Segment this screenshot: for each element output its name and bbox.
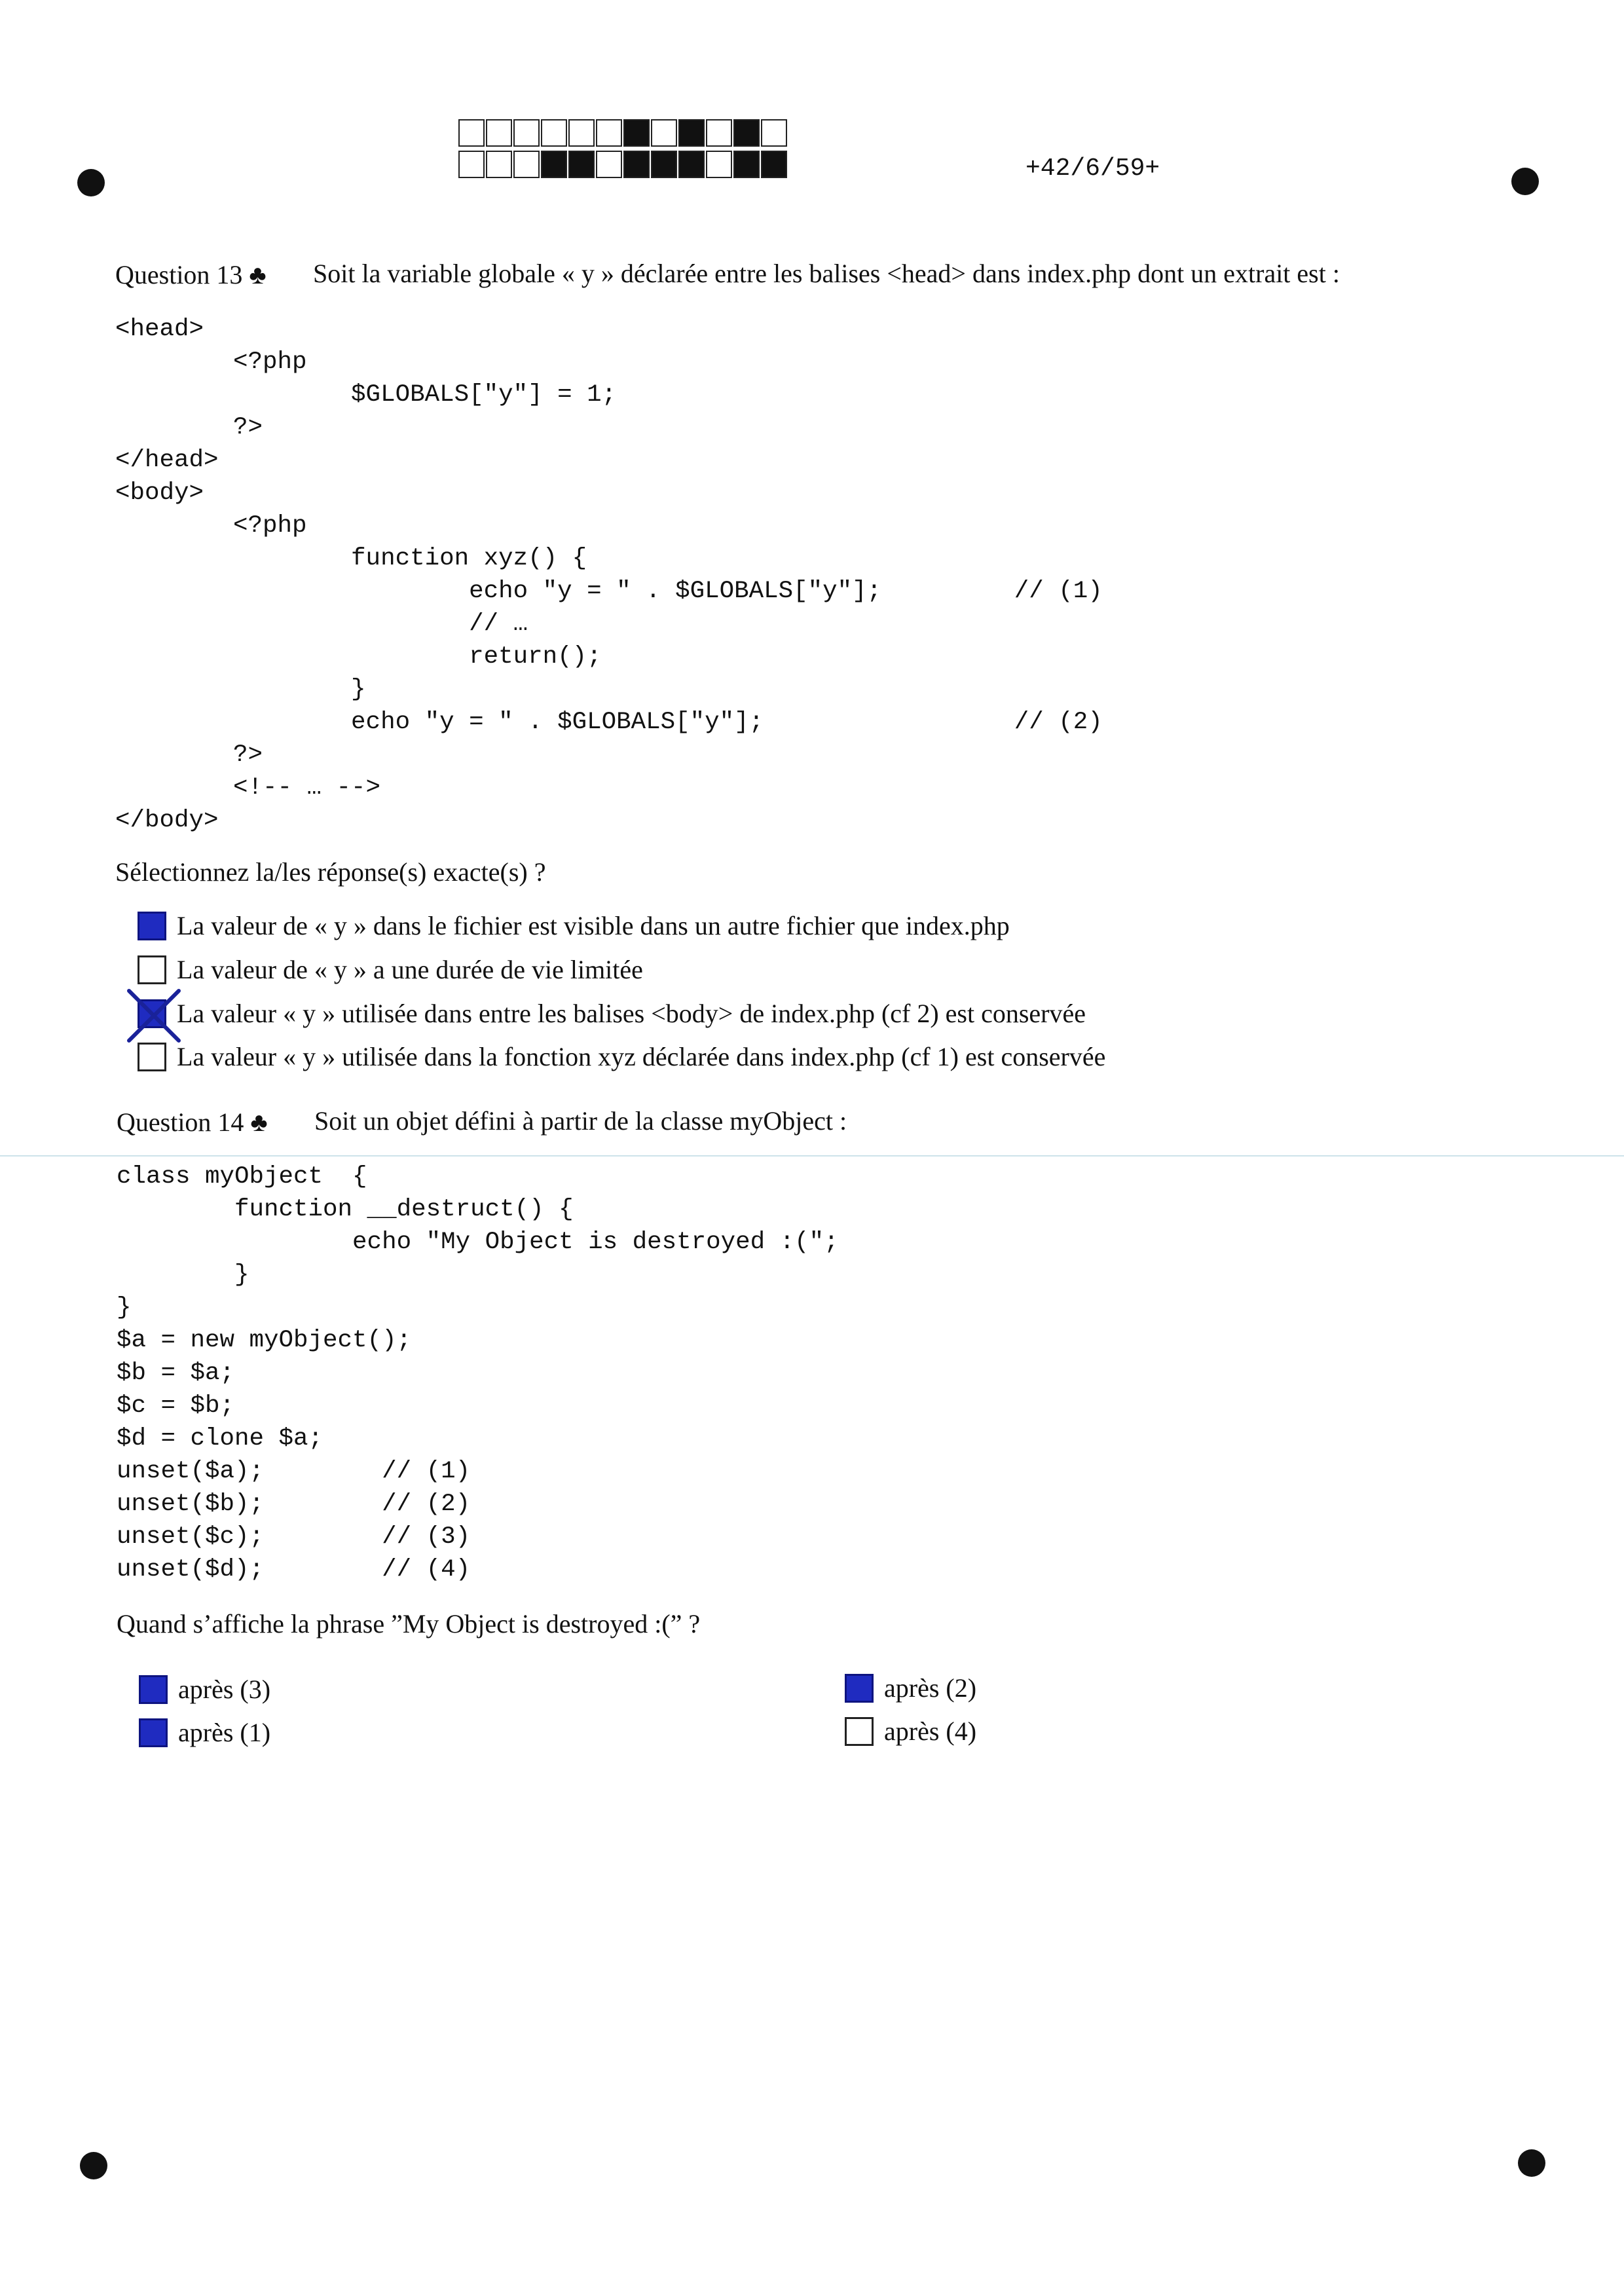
answer-checkbox[interactable] bbox=[845, 1674, 874, 1703]
barcode-cell bbox=[568, 151, 595, 178]
barcode-cell bbox=[733, 119, 760, 147]
barcode-cell bbox=[678, 119, 705, 147]
answer-label: La valeur de « y » dans le fichier est visible dans un autre fichier que index.php bbox=[177, 911, 1010, 940]
barcode-cell bbox=[541, 151, 567, 178]
barcode-cell bbox=[623, 119, 650, 147]
barcode-cell bbox=[486, 119, 512, 147]
question-label: Question 14 ♣ bbox=[117, 1107, 268, 1137]
corner-mark-top-right bbox=[1511, 168, 1539, 195]
answer-option[interactable] bbox=[139, 1674, 270, 1705]
question-14-prompt: Quand s’affiche la phrase ”My Object is destroyed :(” ? bbox=[117, 1609, 701, 1639]
barcode-cell bbox=[678, 151, 705, 178]
question-13-header bbox=[115, 259, 267, 290]
question-label: Question 13 ♣ bbox=[115, 260, 267, 289]
barcode-cell bbox=[706, 151, 732, 178]
answer-checkbox[interactable] bbox=[138, 999, 166, 1028]
question-13-text: Soit la variable globale « y » déclarée entre les balises <head> dans index.php dont un extrait est : bbox=[313, 259, 1340, 288]
answer-checkbox[interactable] bbox=[138, 955, 166, 984]
answer-label: après (4) bbox=[884, 1716, 977, 1746]
barcode-cell bbox=[623, 151, 650, 178]
answer-option[interactable] bbox=[138, 1041, 1105, 1072]
barcode-cell bbox=[596, 119, 622, 147]
answer-option[interactable] bbox=[138, 954, 643, 985]
question-13-code: <head> <?php $GLOBALS["y"] = 1; ?> </head> <body> <?php function xyz() { echo "y = " . $GLOBALS["y"]; // (1) // … return(); } echo "y = " . $GLOBALS["y"]; // (2) ?> <!-- … --> </body> bbox=[115, 316, 1103, 834]
corner-mark-top-left bbox=[77, 169, 105, 196]
answer-option[interactable] bbox=[845, 1673, 976, 1703]
answer-checkbox[interactable] bbox=[138, 1043, 166, 1071]
corner-mark-bottom-left bbox=[80, 2152, 107, 2179]
barcode-cell bbox=[596, 151, 622, 178]
answer-label: après (2) bbox=[884, 1673, 977, 1703]
answer-checkbox[interactable] bbox=[138, 912, 166, 940]
page-id: +42/6/59+ bbox=[1025, 155, 1160, 183]
barcode-cell bbox=[513, 151, 540, 178]
answer-checkbox[interactable] bbox=[845, 1717, 874, 1746]
barcode-row bbox=[458, 119, 788, 147]
barcode-cell bbox=[513, 119, 540, 147]
answer-label: après (3) bbox=[178, 1675, 271, 1704]
barcode-cell bbox=[568, 119, 595, 147]
barcode-cell bbox=[651, 151, 677, 178]
barcode-cell bbox=[651, 119, 677, 147]
answer-label: La valeur « y » utilisée dans la fonction xyz déclarée dans index.php (cf 1) est conservée bbox=[177, 1042, 1106, 1071]
barcode-cell bbox=[761, 119, 787, 147]
corner-mark-bottom-right bbox=[1518, 2149, 1545, 2177]
question-14-code: class myObject { function __destruct() { echo "My Object is destroyed :("; } } $a = new myObject(); $b = $a; $c = $b; $d = clone $a; unset($a); // (1) unset($b); // (2) unset($c); // (3) unset($d); // (4) bbox=[117, 1163, 839, 1583]
answer-option[interactable] bbox=[138, 910, 1010, 941]
barcode-cell bbox=[458, 151, 485, 178]
page-barcode bbox=[458, 119, 788, 178]
question-13-prompt: Sélectionnez la/les réponse(s) exacte(s) ? bbox=[115, 857, 546, 887]
answer-checkbox[interactable] bbox=[139, 1675, 168, 1704]
answer-label: après (1) bbox=[178, 1718, 271, 1747]
cross-mark-icon bbox=[125, 987, 183, 1045]
barcode-row bbox=[458, 151, 788, 178]
barcode-cell bbox=[458, 119, 485, 147]
barcode-cell bbox=[486, 151, 512, 178]
answer-label: La valeur de « y » a une durée de vie limitée bbox=[177, 955, 643, 984]
scan-line bbox=[0, 1155, 1624, 1157]
barcode-cell bbox=[706, 119, 732, 147]
answer-option[interactable] bbox=[139, 1717, 270, 1748]
barcode-cell bbox=[733, 151, 760, 178]
answer-checkbox[interactable] bbox=[139, 1718, 168, 1747]
barcode-cell bbox=[761, 151, 787, 178]
answer-option[interactable] bbox=[138, 998, 1086, 1029]
question-14-text: Soit un objet défini à partir de la classe myObject : bbox=[314, 1106, 847, 1136]
barcode-cell bbox=[541, 119, 567, 147]
answer-label: La valeur « y » utilisée dans entre les balises <body> de index.php (cf 2) est conservée bbox=[177, 999, 1086, 1028]
answer-option[interactable] bbox=[845, 1716, 976, 1747]
question-14-header bbox=[117, 1107, 268, 1138]
